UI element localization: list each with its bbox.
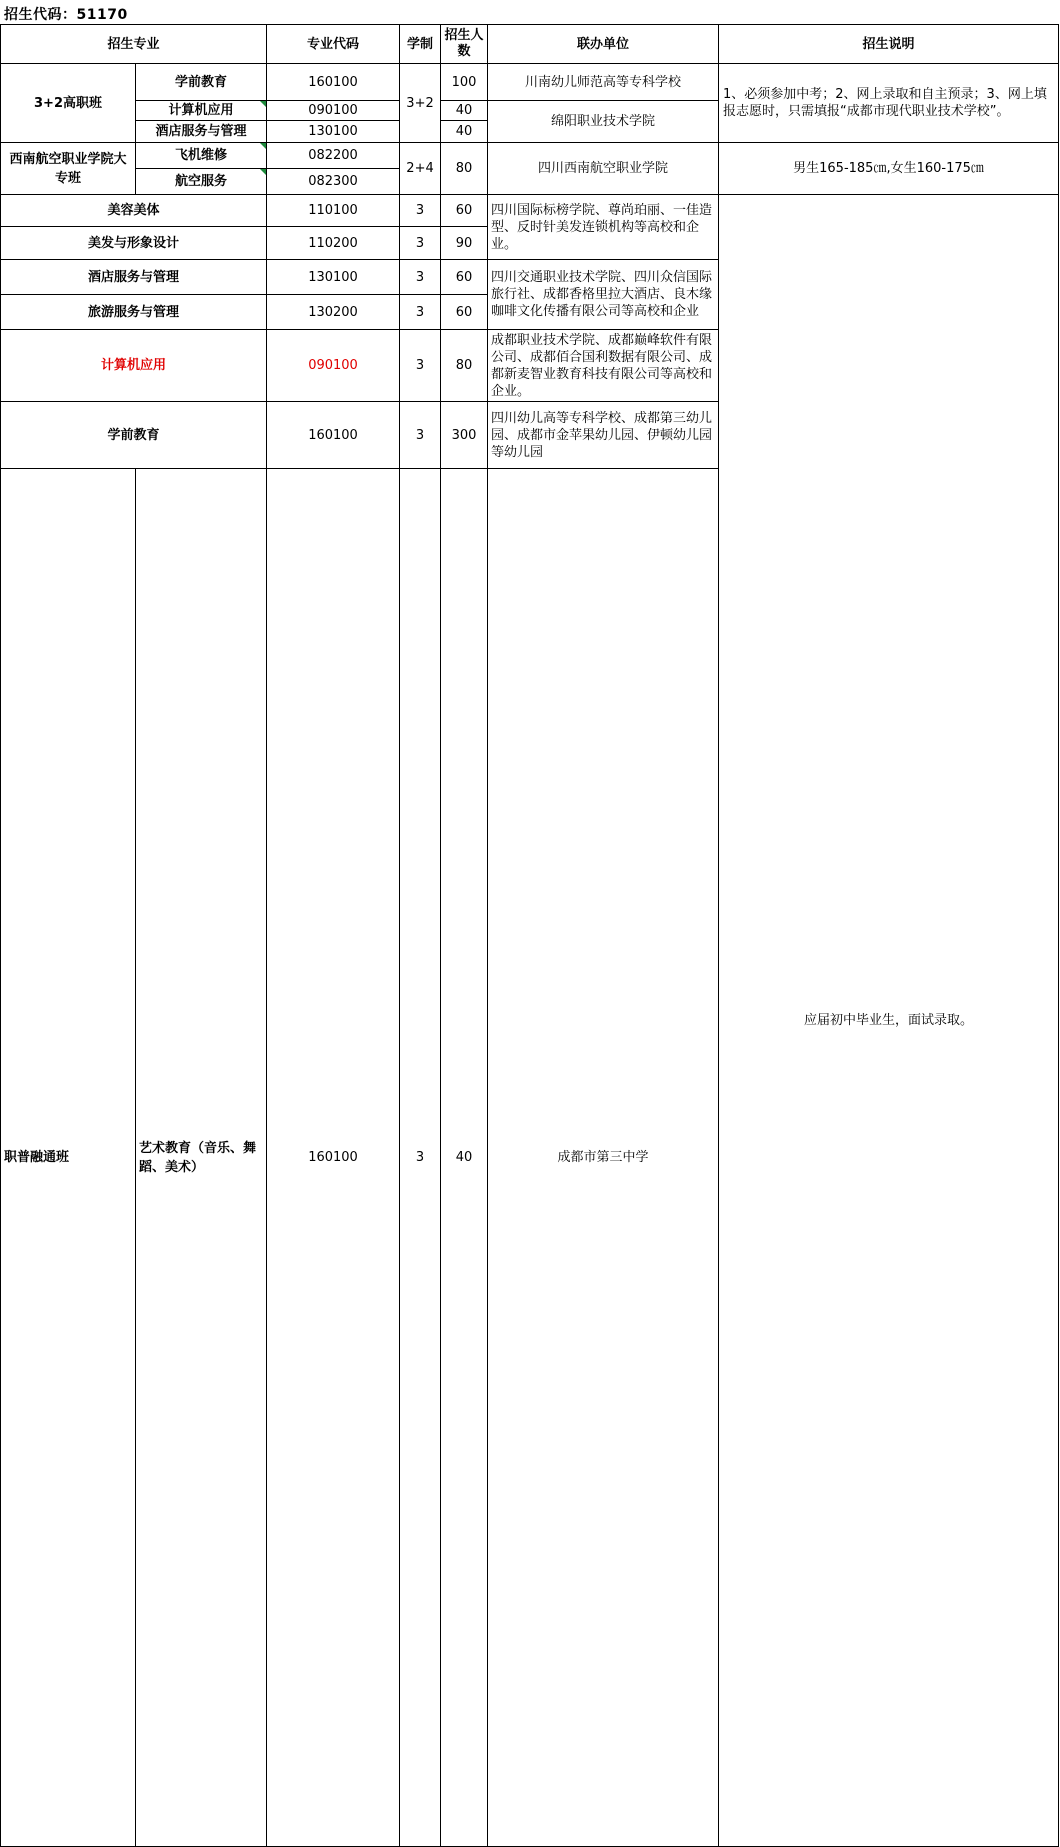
group-32-years: 3+2 [400, 64, 441, 143]
group-air-partner: 四川西南航空职业学院 [488, 143, 719, 195]
major-cell: 飞机维修 [136, 143, 267, 169]
header-code: 专业代码 [267, 25, 400, 64]
partner-cell: 四川交通职业技术学院、四川众信国际旅行社、成都香格里拉大酒店、良木缘咖啡文化传播有限公司等高校和企业 [488, 260, 719, 330]
group-32-notes: 1、必须参加中考；2、网上录取和自主预录；3、网上填报志愿时，只需填报“成都市现代职业技术学校”。 [719, 64, 1059, 143]
major-cell: 航空服务 [136, 169, 267, 195]
quota-cell: 60 [441, 260, 488, 295]
enrollment-table [0, 24, 1059, 1847]
code-cell: 130100 [267, 260, 400, 295]
partner-cell: 川南幼儿师范高等专科学校 [488, 64, 719, 101]
code-cell: 082300 [267, 169, 400, 195]
group-air-quota: 80 [441, 143, 488, 195]
group-32-name: 3+2高职班 [1, 64, 136, 143]
major-cell: 学前教育 [136, 64, 267, 101]
quota-cell: 100 [441, 64, 488, 101]
table-row [1, 143, 1059, 169]
partner-cell: 四川国际标榜学院、尊尚珀丽、一佳造型、反时针美发连锁机构等高校和企业。 [488, 195, 719, 260]
major-cell: 艺术教育（音乐、舞蹈、美术） [136, 469, 267, 1847]
major-cell: 计算机应用 [1, 330, 267, 402]
years-cell: 3 [400, 260, 441, 295]
header-notes: 招生说明 [719, 25, 1059, 64]
partner-cell: 成都市第三中学 [488, 469, 719, 1847]
partner-cell: 四川幼儿高等专科学校、成都第三幼儿园、成都市金苹果幼儿园、伊顿幼儿园等幼儿园 [488, 402, 719, 469]
major-cell: 酒店服务与管理 [1, 260, 267, 295]
years-cell: 3 [400, 295, 441, 330]
major-cell: 学前教育 [1, 402, 267, 469]
quota-cell: 60 [441, 195, 488, 227]
quota-cell: 40 [441, 469, 488, 1847]
group-air-notes: 男生165-185㎝,女生160-175㎝ [719, 143, 1059, 195]
major-cell: 计算机应用 [136, 101, 267, 121]
code-cell: 160100 [267, 64, 400, 101]
quota-cell: 300 [441, 402, 488, 469]
major-cell: 美容美体 [1, 195, 267, 227]
years-cell: 3 [400, 469, 441, 1847]
code-cell: 160100 [267, 402, 400, 469]
partner-cell: 绵阳职业技术学院 [488, 101, 719, 143]
group-air-years: 2+4 [400, 143, 441, 195]
quota-cell: 80 [441, 330, 488, 402]
header-row [1, 25, 1059, 64]
years-cell: 3 [400, 227, 441, 260]
header-major: 招生专业 [1, 25, 267, 64]
years-cell: 3 [400, 195, 441, 227]
table-row [1, 64, 1059, 101]
header-years: 学制 [400, 25, 441, 64]
quota-cell: 40 [441, 101, 488, 121]
table-row [1, 195, 1059, 227]
quota-cell: 90 [441, 227, 488, 260]
code-cell: 130200 [267, 295, 400, 330]
header-quota: 招生人数 [441, 25, 488, 64]
code-cell: 090100 [267, 101, 400, 121]
major-cell: 酒店服务与管理 [136, 121, 267, 143]
code-cell: 160100 [267, 469, 400, 1847]
years-cell: 3 [400, 402, 441, 469]
header-partner: 联办单位 [488, 25, 719, 64]
group-gen-name: 职普融通班 [1, 469, 136, 1847]
group-sec-notes: 应届初中毕业生，面试录取。 [719, 195, 1059, 1847]
major-cell: 旅游服务与管理 [1, 295, 267, 330]
quota-cell: 40 [441, 121, 488, 143]
major-cell: 美发与形象设计 [1, 227, 267, 260]
years-cell: 3 [400, 330, 441, 402]
enroll-code: 招生代码：51170 [4, 7, 128, 23]
code-cell: 130100 [267, 121, 400, 143]
code-cell: 082200 [267, 143, 400, 169]
code-cell: 110100 [267, 195, 400, 227]
quota-cell: 60 [441, 295, 488, 330]
code-cell: 090100 [267, 330, 400, 402]
code-cell: 110200 [267, 227, 400, 260]
group-air-name: 西南航空职业学院大专班 [1, 143, 136, 195]
partner-cell: 成都职业技术学院、成都巅峰软件有限公司、成都佰合国利数据有限公司、成都新麦智业教育科技有限公司等高校和企业。 [488, 330, 719, 402]
